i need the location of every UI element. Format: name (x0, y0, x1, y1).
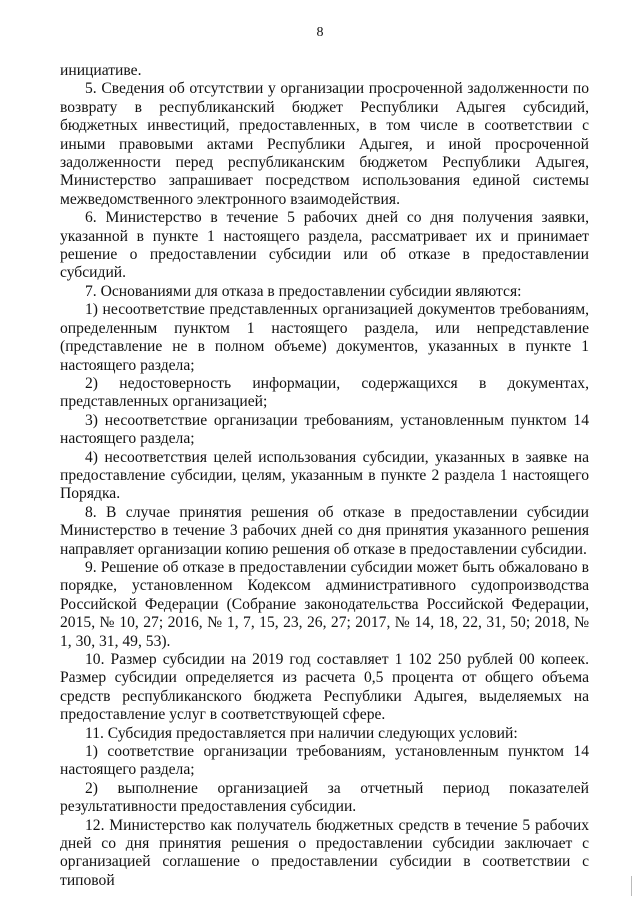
paragraph-8: 8. В случае принятия решения об отказе в предоставлении субсидии Министерство в течение 3 рабочих дней со дня принятия указанного решения направляет организации копию решения об отказе в предоставлении субсидии. (60, 503, 589, 558)
page-number: 8 (316, 25, 324, 40)
paragraph-5: 5. Сведения об отсутствии у организации просроченной задолженности по возврату в республиканский бюджет Республики Адыгея субсидий, бюджетных инвестиций, предоставленных, в том числе в соответствии с иными правовыми актами Республики Адыгея, и иной просроченной задолженности перед республиканским бюджетом Республики Адыгея, Министерство запрашивает посредством использования единой системы межведомственного электронного взаимодействия. (60, 80, 589, 208)
paragraph-6: 6. Министерство в течение 5 рабочих дней со дня получения заявки, указанной в пункте 1 настоящего раздела, рассматривает их и принимает решение о предоставлении субсидии или об отказе в предоставлении субсидий. (60, 209, 589, 282)
paragraph-7-item-4: 4) несоответствия целей использования субсидии, указанных в заявке на предоставление субсидии, целям, указанным в пункте 2 раздела 1 настоящего Порядка. (60, 448, 589, 503)
paragraph-7-item-3: 3) несоответствие организации требованиям, установленным пунктом 14 настоящего раздела; (60, 411, 589, 448)
paragraph-11: 11. Субсидия предоставляется при наличии следующих условий: (85, 724, 518, 742)
paragraph-7: 7. Основаниями для отказа в предоставлении субсидии являются: (85, 282, 522, 300)
paragraph-12: 12. Министерство как получатель бюджетных средств в течение 5 рабочих дней со дня принятия решения о предоставлении субсидии заключает с организацией соглашение о предоставлении субсидии в соответствии с типовой (60, 816, 589, 889)
paragraph-11-item-1: 1) соответствие организации требованиям, установленным пунктом 14 настоящего раздела; (60, 743, 589, 779)
paragraph-7-item-2: 2) недостоверность информации, содержащихся в документах, представленных организацией; (60, 374, 589, 411)
paragraph-continuation: инициативе. (60, 62, 142, 79)
paragraph-7-item-1: 1) несоответствие представленных организацией документов требованиям, определенным пунктом 1 настоящего раздела, или непредставление (представление не в полном объеме) документов, указанных в пункте 1 настоящего раздела; (60, 301, 589, 374)
paragraph-11-item-2: 2) выполнение организацией за отчетный период показателей результативности предоставления субсидии. (60, 779, 589, 816)
paragraph-9: 9. Решение об отказе в предоставлении субсидии может быть обжаловано в порядке, установленном Кодексом административного судопроизводства Российской Федерации (Собрание законодательства Российской Федерации, 2015, № 10, 27; 2016, № 1, 7, 15, 23, 26, 27; 2017, № 14, 18, 22, 31, 50; 2018, № 1, 30, 31, 49, 53). (60, 558, 589, 650)
scan-edge-mark (631, 876, 632, 896)
document-body (60, 62, 589, 890)
paragraph-10: 10. Размер субсидии на 2019 год составляет 1 102 250 рублей 00 копеек. Размер субсидии определяется из расчета 0,5 процента от общего объема средств республиканского бюджета Республики Адыгея, выделяемых на предоставление услуг в соответствующей сфере. (60, 651, 589, 724)
